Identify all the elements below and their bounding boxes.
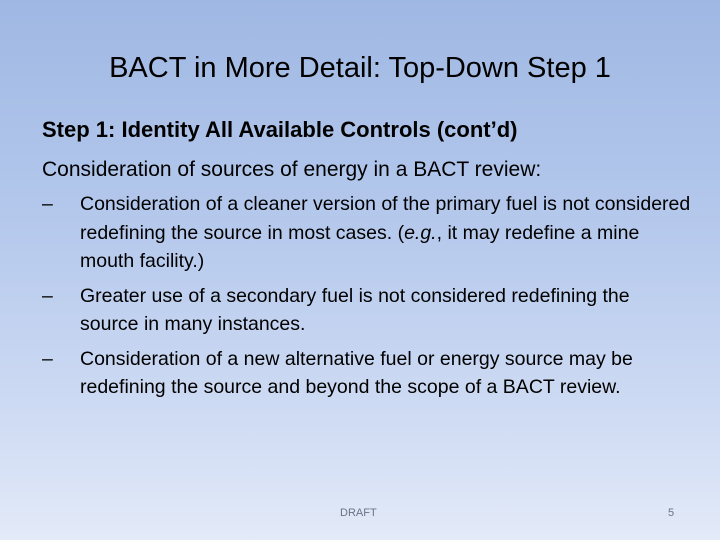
page-number: 5 xyxy=(668,507,675,519)
bullet-list xyxy=(42,190,692,408)
bullet-item xyxy=(42,345,692,402)
bullet-item xyxy=(42,190,692,276)
section-heading: Step 1: Identity All Available Controls (cont’d) xyxy=(42,117,518,142)
bullet-item xyxy=(42,282,692,339)
bullet-text: Consideration of a new alternative fuel or energy source may be redefining the source and beyond the scope of a BACT review. xyxy=(80,347,633,398)
draft-label: DRAFT xyxy=(340,507,377,519)
intro-text: Consideration of sources of energy in a BACT review: xyxy=(42,158,542,181)
bullet-text-part: Consideration of a cleaner version of the primary fuel is not considered redefining the source in most cases. ( xyxy=(80,193,691,244)
bullet-text-italic: e.g. xyxy=(404,221,437,244)
bullet-text: Greater use of a secondary fuel is not considered redefining the source in many instances. xyxy=(80,284,630,335)
dash-bullet-icon: – xyxy=(42,284,53,307)
slide-title: BACT in More Detail: Top-Down Step 1 xyxy=(109,52,611,84)
bullet-text-part: , it may redefine a mine mouth facility.) xyxy=(80,221,640,272)
dash-bullet-icon: – xyxy=(42,193,53,215)
dash-bullet-icon: – xyxy=(42,347,53,370)
